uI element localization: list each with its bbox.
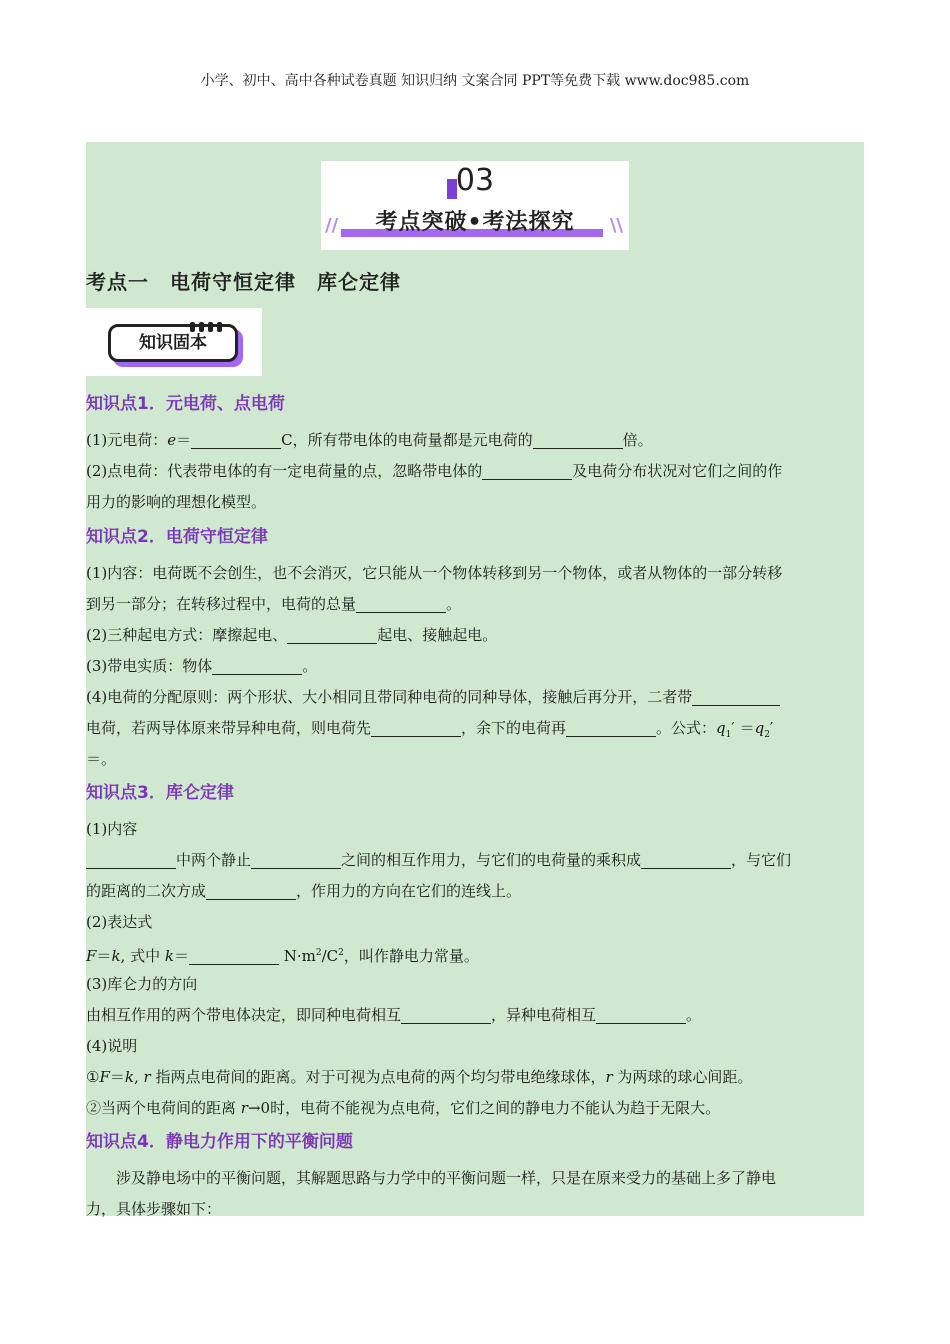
kp2-title: 知识点2．电荷守恒定律 bbox=[86, 527, 268, 547]
kp3-line4: (2)表达式 bbox=[86, 913, 153, 931]
blank bbox=[533, 430, 623, 449]
blank bbox=[641, 850, 731, 869]
kp3-line3: 的距离的二次方成 ，作用力的方向在它们的连线上。 bbox=[86, 882, 522, 900]
blank bbox=[692, 687, 780, 706]
page-header: 小学、初中、高中各种试卷真题 知识归纳 文案合同 PPT等免费下载 www.doc985.com bbox=[200, 73, 750, 89]
blank bbox=[191, 430, 281, 449]
kp4-line1: 涉及静电场中的平衡问题，其解题思路与力学中的平衡问题一样，只是在原来受力的基础上多了静电 bbox=[86, 1169, 777, 1187]
section-title: 考点一 电荷守恒定律 库仑定律 bbox=[86, 270, 401, 294]
kp3-line10: ②当两个电荷间的距离 r→0时，电荷不能视为点电荷，它们之间的静电力不能认为趋于无限大。 bbox=[86, 1099, 721, 1117]
kp3-title: 知识点3．库仑定律 bbox=[86, 783, 234, 803]
kp3-line8: (4)说明 bbox=[86, 1037, 138, 1055]
blank bbox=[189, 946, 279, 965]
blank bbox=[251, 850, 341, 869]
blank bbox=[86, 850, 176, 869]
kp1-title: 知识点1．元电荷、点电荷 bbox=[86, 394, 285, 414]
badge-container bbox=[86, 308, 262, 376]
blank bbox=[566, 718, 656, 737]
kp2-line5: (4)电荷的分配原则：两个形状、大小相同且带同种电荷的同种导体，接触后再分开，二者带 bbox=[86, 682, 864, 713]
blank bbox=[401, 1005, 491, 1024]
kp2-line4: (3)带电实质：物体 。 bbox=[86, 657, 318, 675]
banner-right-slash: \\ bbox=[609, 215, 623, 236]
blank bbox=[212, 656, 302, 675]
notebook-rings-icon bbox=[190, 317, 226, 336]
kp2-line6: 电荷，若两导体原来带异种电荷，则电荷先 ，余下的电荷再 。公式：$q_1' =q_2'$ bbox=[86, 719, 774, 740]
kp4-title: 知识点4．静电力作用下的平衡问题 bbox=[86, 1132, 353, 1152]
kp1-line3: 用力的影响的理想化模型。 bbox=[86, 493, 267, 511]
kp3-line6: (3)库仑力的方向 bbox=[86, 975, 198, 993]
kp3-line1: (1)内容 bbox=[86, 820, 138, 838]
banner-left-slash: // bbox=[325, 215, 339, 236]
kp3-line9: ①F＝k, r 指两点电荷间的距离。对于可视为点电荷的两个均匀带电绝缘球体，r 为两球的球心间距。 bbox=[86, 1068, 753, 1086]
banner-number: 03 bbox=[455, 163, 495, 198]
kp1-line1: (1)元电荷：e＝ C，所有带电体的电荷量都是元电荷的 倍。 bbox=[86, 431, 653, 449]
blank bbox=[371, 718, 461, 737]
banner-title: 考点突破•考法探究 bbox=[375, 210, 575, 235]
knowledge-badge: 知识固本 bbox=[108, 324, 238, 362]
kp2-line7: ＝。 bbox=[86, 750, 117, 768]
kp1-line2: (2)点电荷：代表带电体的有一定电荷量的点，忽略带电体的 及电荷分布状况对它们之间的作 bbox=[86, 462, 783, 480]
kp3-line7: 由相互作用的两个带电体决定，即同种电荷相互 ，异种电荷相互 。 bbox=[86, 1006, 702, 1024]
kp2-line1: (1)内容：电荷既不会创生，也不会消灭，它只能从一个物体转移到另一个物体，或者从物体的一部分转移 bbox=[86, 564, 783, 582]
content-panel bbox=[86, 142, 864, 1216]
blank bbox=[482, 461, 572, 480]
kp3-line2: 中两个静止 之间的相互作用力，与它们的电荷量的乘积成 ，与它们 bbox=[86, 845, 864, 876]
blank bbox=[287, 625, 377, 644]
kp2-line2: 到另一部分；在转移过程中，电荷的总量 。 bbox=[86, 595, 462, 613]
blank bbox=[356, 594, 446, 613]
kp4-line2: 力，具体步骤如下： bbox=[86, 1200, 222, 1218]
blank bbox=[596, 1005, 686, 1024]
blank bbox=[206, 881, 296, 900]
section-banner bbox=[321, 161, 629, 250]
kp2-line3: (2)三种起电方式：摩擦起电、 起电、接触起电。 bbox=[86, 626, 498, 644]
kp3-line5: F＝k, 式中 $k= N\cdot m^2/C^2$，叫作静电力常量。 bbox=[86, 947, 479, 965]
